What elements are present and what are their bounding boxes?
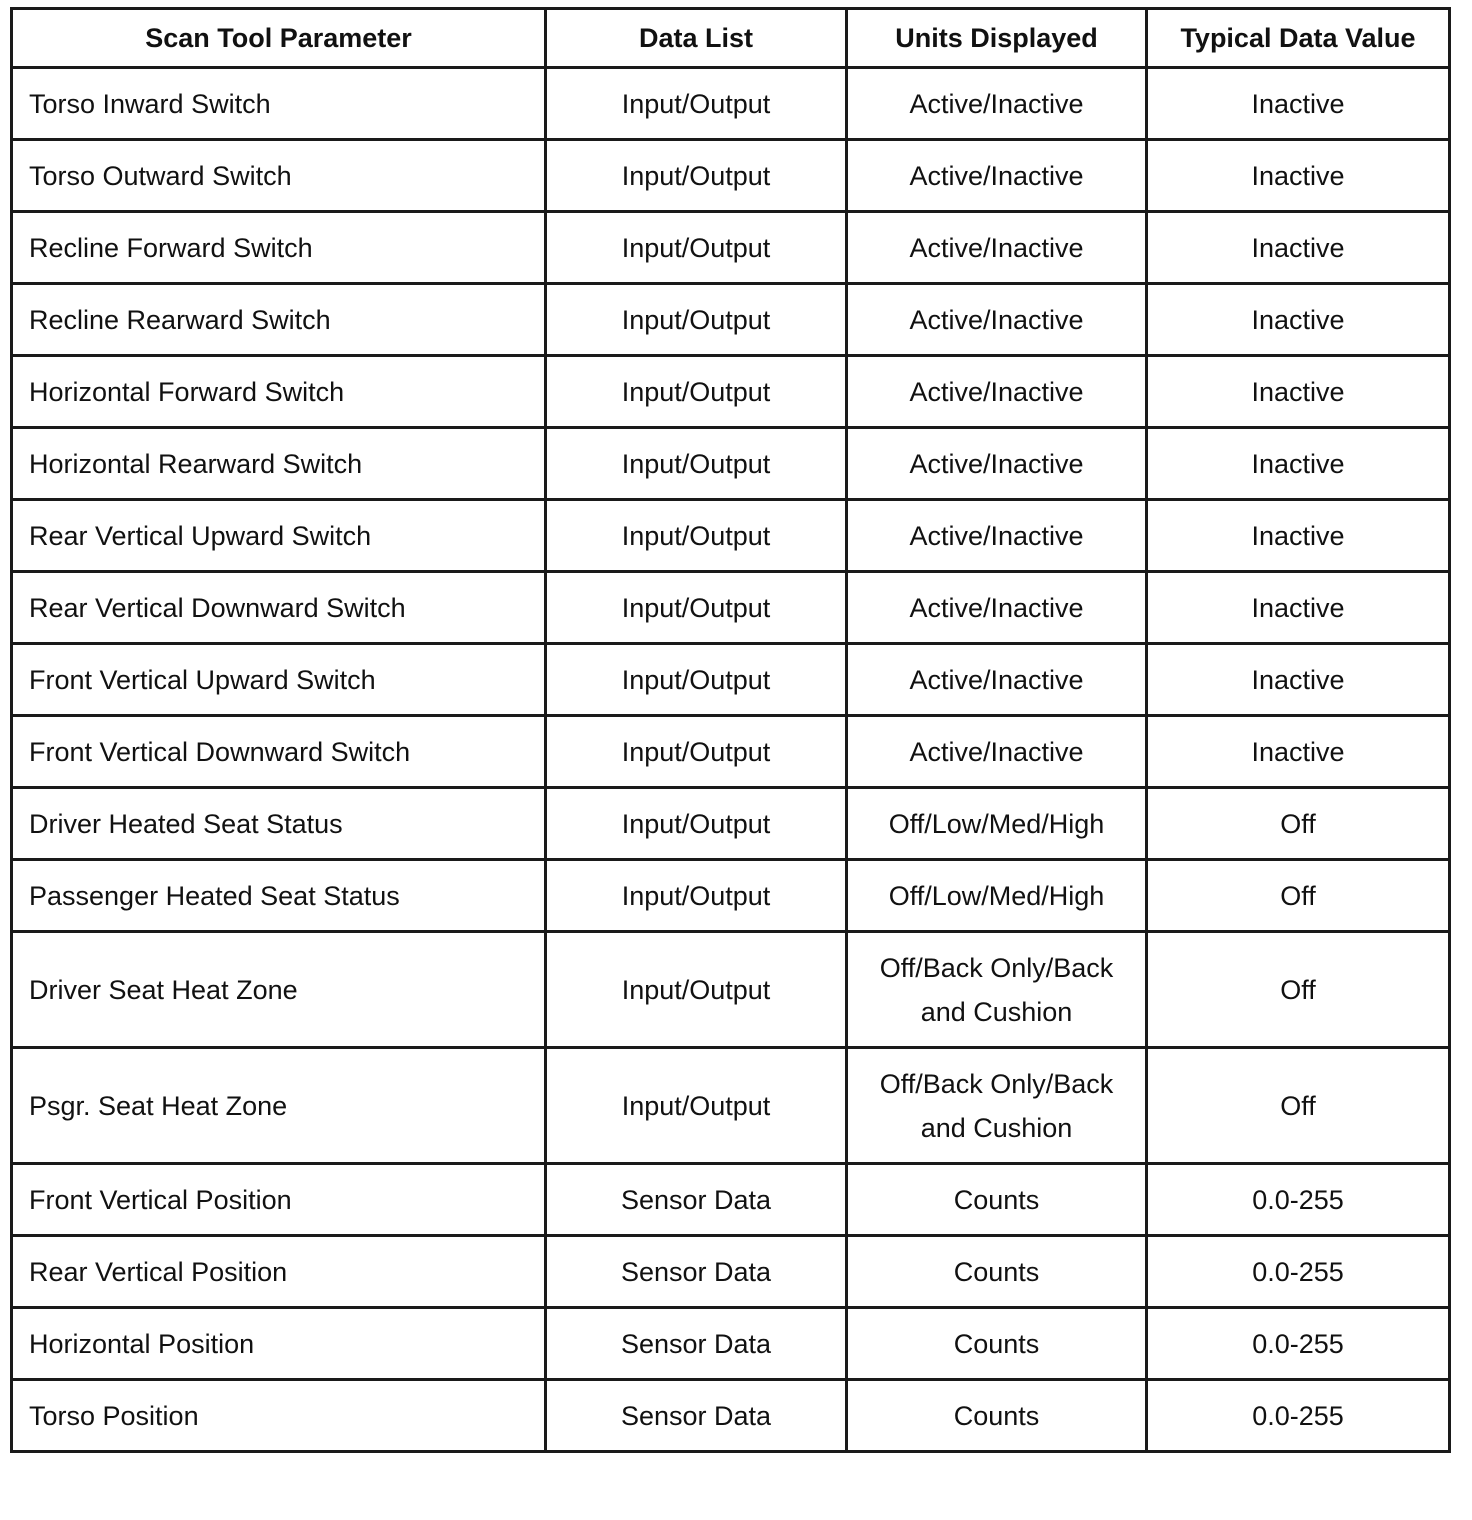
units-cell: Off/Low/Med/High	[847, 788, 1147, 860]
table-row	[12, 500, 1450, 572]
data-list-cell: Input/Output	[546, 644, 847, 716]
units-cell: Active/Inactive	[847, 140, 1147, 212]
parameter-cell: Front Vertical Upward Switch	[12, 644, 546, 716]
table-row	[12, 1236, 1450, 1308]
parameter-cell: Torso Position	[12, 1380, 546, 1452]
data-list-cell: Input/Output	[546, 140, 847, 212]
data-list-cell: Input/Output	[546, 428, 847, 500]
units-cell: Active/Inactive	[847, 428, 1147, 500]
data-list-cell: Sensor Data	[546, 1308, 847, 1380]
data-list-cell: Input/Output	[546, 860, 847, 932]
table-row	[12, 788, 1450, 860]
table-row	[12, 1048, 1450, 1164]
header-units-displayed: Units Displayed	[847, 9, 1147, 68]
header-data-list: Data List	[546, 9, 847, 68]
units-cell: Active/Inactive	[847, 356, 1147, 428]
units-cell: Active/Inactive	[847, 500, 1147, 572]
units-cell: Off/Back Only/Back and Cushion	[847, 932, 1147, 1048]
units-cell: Active/Inactive	[847, 68, 1147, 140]
header-row	[12, 9, 1450, 68]
typical-value-cell: 0.0-255	[1147, 1380, 1450, 1452]
typical-value-cell: Inactive	[1147, 500, 1450, 572]
parameter-cell: Rear Vertical Downward Switch	[12, 572, 546, 644]
parameter-cell: Torso Outward Switch	[12, 140, 546, 212]
typical-value-cell: Off	[1147, 860, 1450, 932]
units-cell: Counts	[847, 1308, 1147, 1380]
data-list-cell: Sensor Data	[546, 1236, 847, 1308]
units-cell: Counts	[847, 1164, 1147, 1236]
table-row	[12, 68, 1450, 140]
data-list-cell: Input/Output	[546, 1048, 847, 1164]
data-list-cell: Input/Output	[546, 500, 847, 572]
parameter-cell: Passenger Heated Seat Status	[12, 860, 546, 932]
units-cell: Off/Low/Med/High	[847, 860, 1147, 932]
parameter-cell: Horizontal Position	[12, 1308, 546, 1380]
units-cell: Active/Inactive	[847, 284, 1147, 356]
units-cell: Counts	[847, 1380, 1147, 1452]
table-row	[12, 284, 1450, 356]
parameter-cell: Recline Rearward Switch	[12, 284, 546, 356]
header-scan-tool-parameter: Scan Tool Parameter	[12, 9, 546, 68]
units-cell: Active/Inactive	[847, 716, 1147, 788]
parameter-cell: Driver Seat Heat Zone	[12, 932, 546, 1048]
table-row	[12, 356, 1450, 428]
table-row	[12, 716, 1450, 788]
typical-value-cell: Off	[1147, 932, 1450, 1048]
data-list-cell: Sensor Data	[546, 1164, 847, 1236]
units-cell: Active/Inactive	[847, 644, 1147, 716]
parameter-cell: Driver Heated Seat Status	[12, 788, 546, 860]
table-row	[12, 860, 1450, 932]
table-row	[12, 644, 1450, 716]
data-list-cell: Input/Output	[546, 68, 847, 140]
typical-value-cell: Inactive	[1147, 428, 1450, 500]
data-list-cell: Input/Output	[546, 356, 847, 428]
typical-value-cell: Inactive	[1147, 284, 1450, 356]
units-cell: Counts	[847, 1236, 1147, 1308]
table-row	[12, 212, 1450, 284]
table-row	[12, 428, 1450, 500]
parameter-cell: Psgr. Seat Heat Zone	[12, 1048, 546, 1164]
units-cell: Off/Back Only/Back and Cushion	[847, 1048, 1147, 1164]
typical-value-cell: 0.0-255	[1147, 1164, 1450, 1236]
parameter-cell: Rear Vertical Position	[12, 1236, 546, 1308]
typical-value-cell: 0.0-255	[1147, 1236, 1450, 1308]
parameter-cell: Rear Vertical Upward Switch	[12, 500, 546, 572]
table-row	[12, 140, 1450, 212]
typical-value-cell: Inactive	[1147, 212, 1450, 284]
table-row	[12, 932, 1450, 1048]
data-list-cell: Input/Output	[546, 572, 847, 644]
table-row	[12, 1164, 1450, 1236]
data-list-cell: Sensor Data	[546, 1380, 847, 1452]
parameter-cell: Recline Forward Switch	[12, 212, 546, 284]
table-row	[12, 1308, 1450, 1380]
typical-value-cell: Inactive	[1147, 716, 1450, 788]
units-cell: Active/Inactive	[847, 572, 1147, 644]
data-list-cell: Input/Output	[546, 212, 847, 284]
typical-value-cell: Inactive	[1147, 356, 1450, 428]
parameter-cell: Torso Inward Switch	[12, 68, 546, 140]
typical-value-cell: Inactive	[1147, 572, 1450, 644]
table-row	[12, 1380, 1450, 1452]
header-typical-data-value: Typical Data Value	[1147, 9, 1450, 68]
parameter-cell: Front Vertical Position	[12, 1164, 546, 1236]
parameter-cell: Front Vertical Downward Switch	[12, 716, 546, 788]
typical-value-cell: Inactive	[1147, 140, 1450, 212]
data-list-cell: Input/Output	[546, 932, 847, 1048]
scan-tool-data-table	[10, 7, 1451, 1453]
parameter-cell: Horizontal Forward Switch	[12, 356, 546, 428]
data-list-cell: Input/Output	[546, 716, 847, 788]
units-cell: Active/Inactive	[847, 212, 1147, 284]
table-row	[12, 572, 1450, 644]
typical-value-cell: Off	[1147, 1048, 1450, 1164]
typical-value-cell: Off	[1147, 788, 1450, 860]
parameter-cell: Horizontal Rearward Switch	[12, 428, 546, 500]
typical-value-cell: Inactive	[1147, 644, 1450, 716]
typical-value-cell: Inactive	[1147, 68, 1450, 140]
typical-value-cell: 0.0-255	[1147, 1308, 1450, 1380]
data-list-cell: Input/Output	[546, 284, 847, 356]
data-list-cell: Input/Output	[546, 788, 847, 860]
